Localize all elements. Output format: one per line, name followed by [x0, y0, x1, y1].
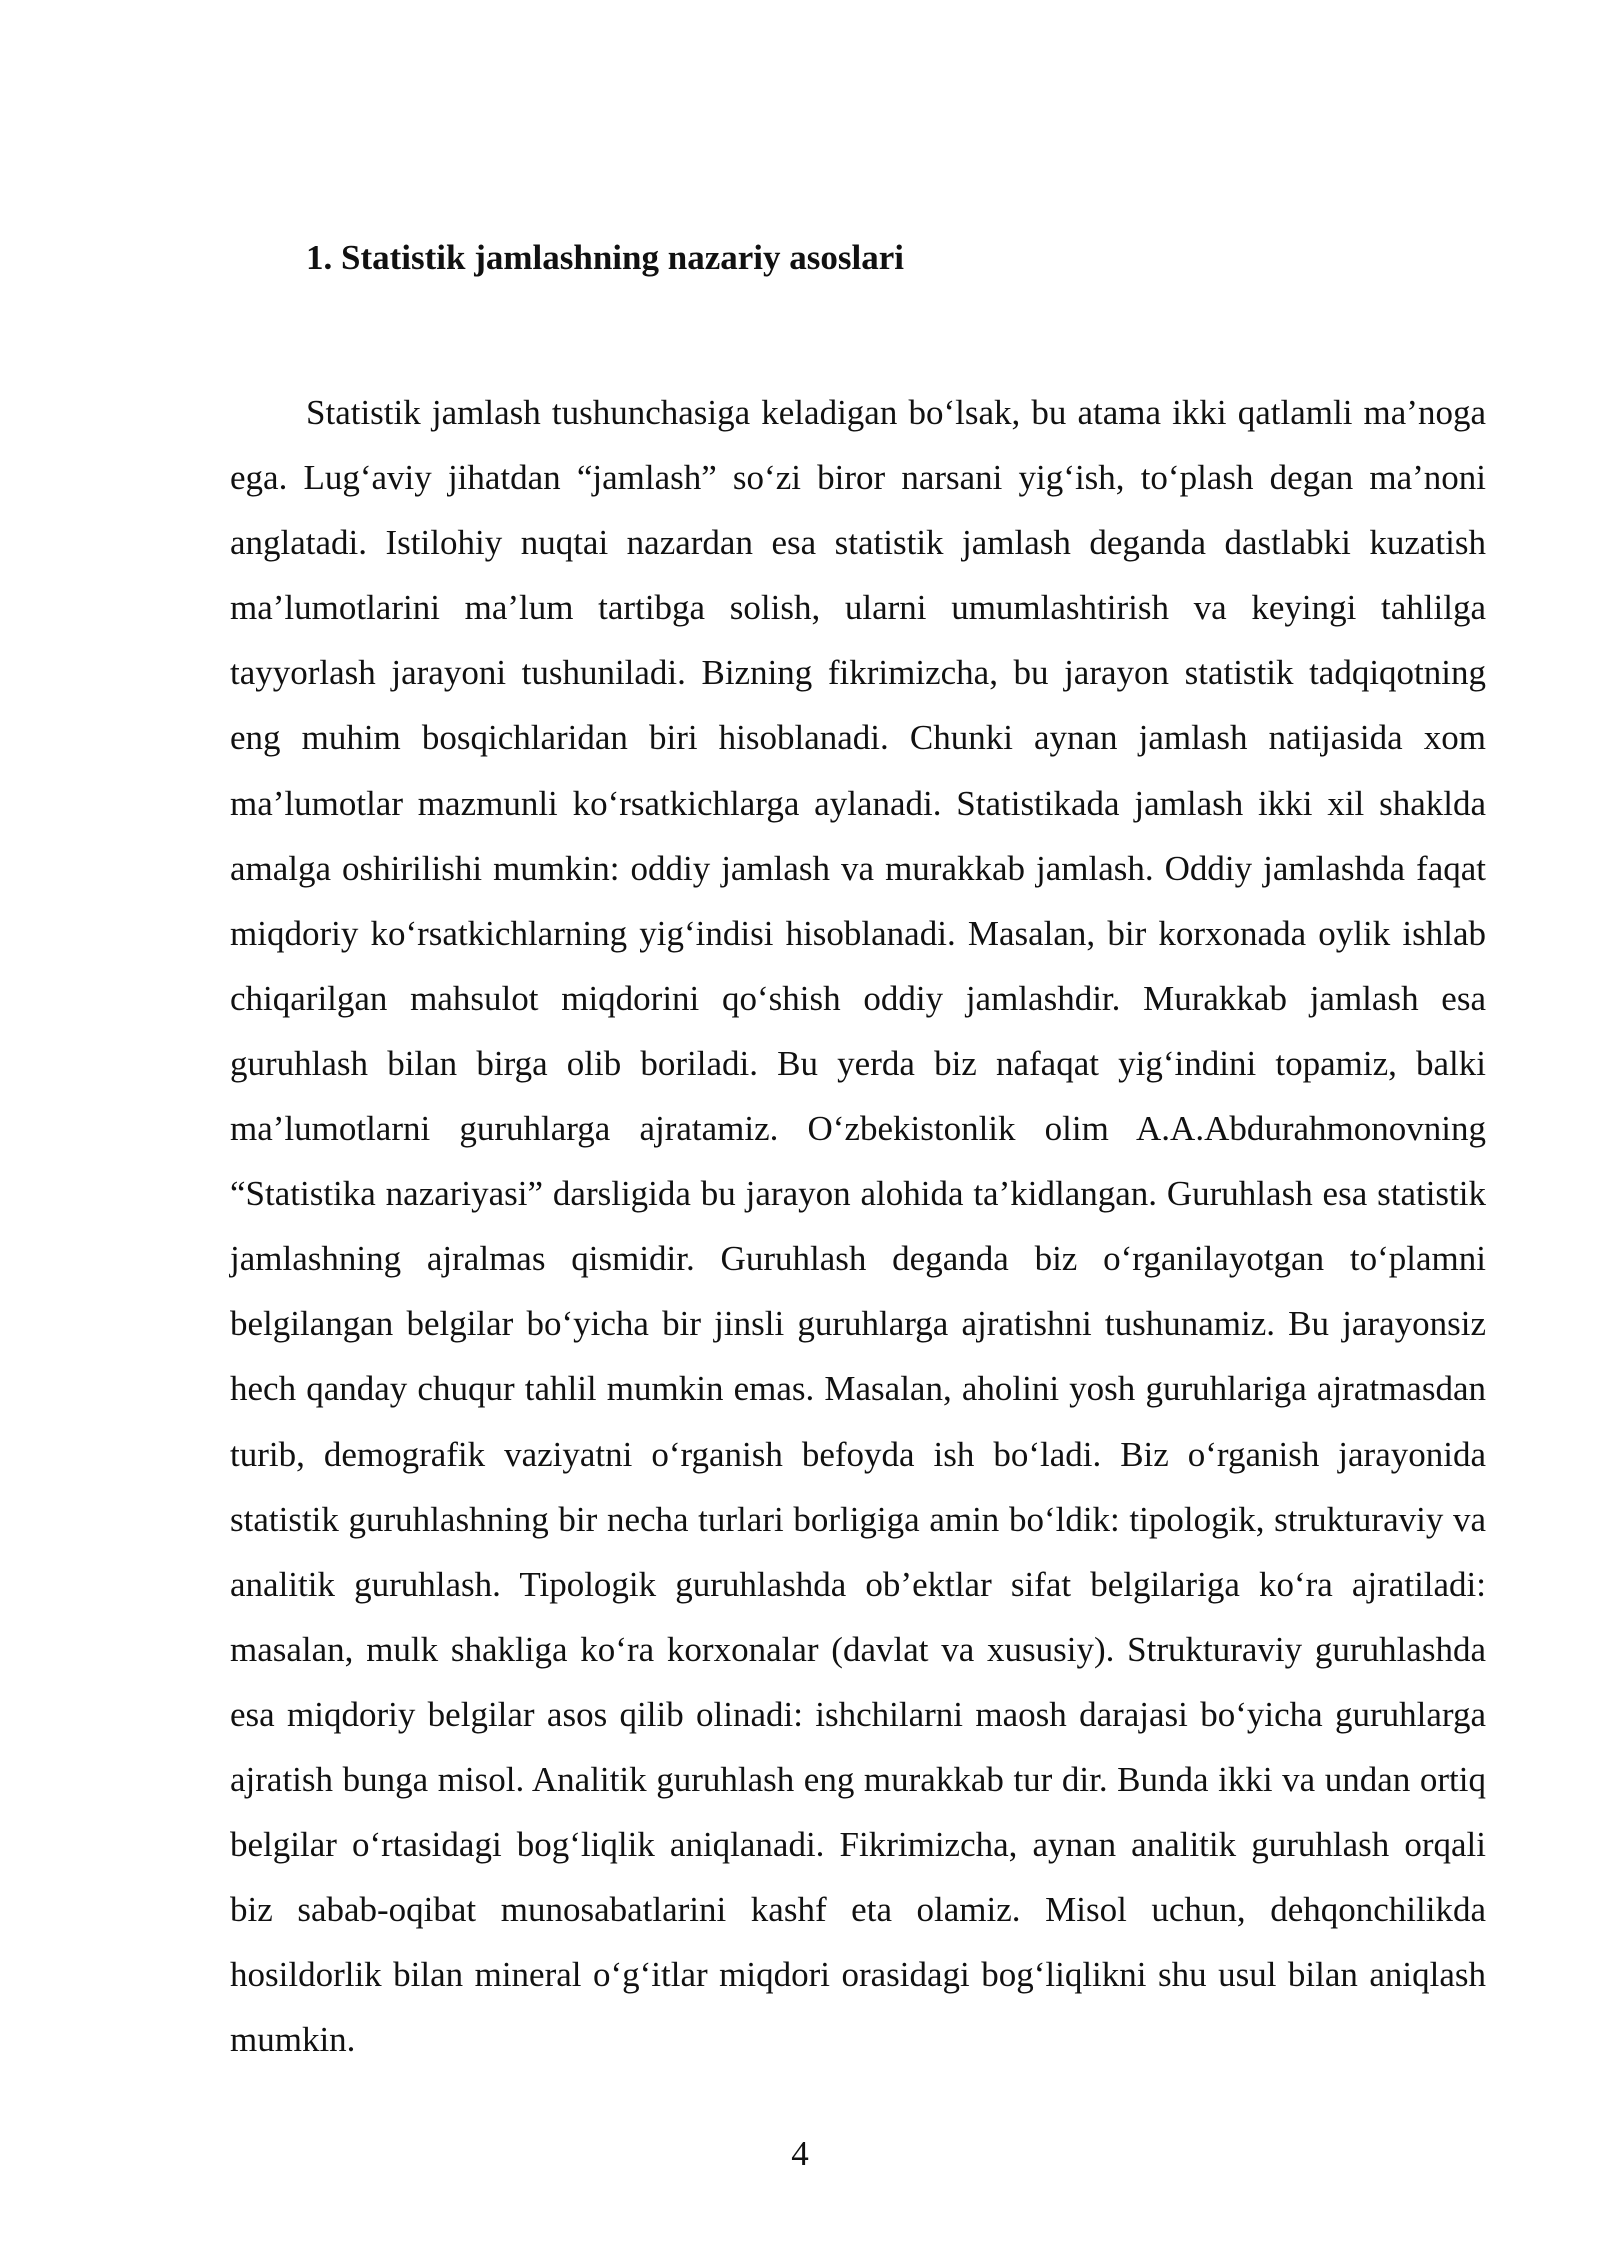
body-paragraph: Statistik jamlash tushunchasiga keladigan bo‘lsak, bu atama ikki qatlamli ma’noga ega. Lug‘aviy jihatdan “jamlash” so‘zi biror narsani yig‘ish, to‘plash degan ma’noni anglatadi. Istilohiy nuqtai nazardan esa statistik jamlash deganda dastlabki kuzatish ma’lumotlarini ma’lum tartibga solish, ularni umumlashtirish va keyingi tahlilga tayyorlash jarayoni tushuniladi. Bizning fikrimizcha, bu jarayon statistik tadqiqotning eng muhim bosqichlaridan biri hisoblanadi. Chunki aynan jamlash natijasida xom ma’lumotlar mazmunli ko‘rsatkichlarga aylanadi. Statistikada jamlash ikki xil shakldа amalga oshirilishi mumkin: oddiy jamlash va murakkab jamlash. Oddiy jamlashda faqat miqdoriy ko‘rsatkichlarning yig‘indisi hisoblanadi. Masalan, bir korxonada oylik ishlab chiqarilgan mahsulot miqdorini qo‘shish oddiy jamlashdir. Murakkab jamlash esa guruhlash bilan birga olib boriladi. Bu yerda biz nafaqat yig‘indini topamiz, balki ma’lumotlarni guruhlarga ajratamiz. O‘zbekistonlik olim A.A.Abdurahmonovning “Statistika nazariyasi” darsligida bu jarayon alohida ta’kidlangan. Guruhlash esa statistik jamlashning ajralmas qismidir. Guruhlash deganda biz o‘rganilayotgan to‘plamni belgilangan belgilar bo‘yicha bir jinsli guruhlarga ajratishni tushunamiz. Bu jarayonsiz hech qanday chuqur tahlil mumkin emas. Masalan, aholini yosh guruhlariga ajratmasdan turib, demografik vaziyatni o‘rganish befoyda ish bo‘ladi. Biz o‘rganish jarayonida statistik guruhlashning bir necha turlari borligiga amin bo‘ldik: tipologik, strukturaviy va analitik guruhlash. Tipologik guruhlashda ob’ektlar sifat belgilariga ko‘ra ajratiladi: masalan, mulk shakliga ko‘ra korxonalar (davlat va xususiy). Strukturaviy guruhlashda esa miqdoriy belgilar asos qilib olinadi: ishchilarni maosh darajasi bo‘yicha guruhlarga ajratish bunga misol. Analitik guruhlash eng murakkab tur dir. Bunda ikki va undan ortiq belgilar o‘rtasidagi bog‘liqlik aniqlanadi. Fikrimizcha, aynan analitik guruhlash orqali biz sabab-oqibat munosabatlarini kashf eta olamiz. Misol uchun, dehqonchilikda hosildorlik bilan mineral o‘g‘itlar miqdori orasidagi bog‘liqlikni shu usul bilan aniqlash mumkin. — [230, 393, 1486, 2060]
page-number: 4 — [791, 2134, 809, 2173]
section-heading: 1. Statistik jamlashning nazariy asoslari — [306, 238, 904, 277]
